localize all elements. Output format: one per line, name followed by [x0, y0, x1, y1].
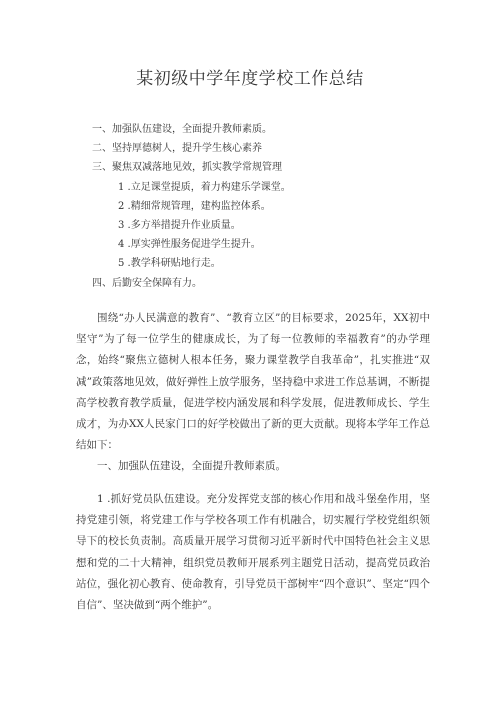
toc-item: 二、坚持厚德树人，提升学生核心素养 [92, 143, 262, 155]
toc-subitem: 4 .厚实弹性服务促进学生提升。 [118, 239, 261, 251]
toc-item: 四、后勤安全保障有力。 [92, 277, 202, 289]
toc-item: 一、加强队伍建设，全面提升教师素质。 [92, 124, 272, 135]
toc-subitem: 2 .精细常规管理，建构监控体系。 [118, 200, 271, 212]
section-paragraph: 1 .抓好党员队伍建设。充分发挥党支部的核心作用和战斗堡垒作用，坚持党建引领，将党建工作与学校各项工作有机融合，切实履行学校党组织领导下的校长负责制。高质量开展学习贯彻习近平新时代中国特色社会主义思想和党的二十大精神，组织党员教师开展系列主题党日活动，提高党员政治站位，强化初心教育、使命教育，引导党员干部树牢“四个意识”、坚定“四个自信”、坚决做到“两个维护”。 [76, 493, 430, 612]
section-heading: 一、加强队伍建设，全面提升教师素质。 [97, 460, 286, 472]
table-of-contents [92, 120, 422, 293]
toc-subitem: 5 .教学科研贴地行走。 [118, 258, 221, 270]
intro-paragraph: 围绕“办人民满意的教育”、“教育立区”的目标要求，2025年，XX初中坚守”为了每一位学生的健康成长，为了每一位教师的幸福教育”的办学理念，始终“聚焦立德树人根本任务，聚力课堂教学自我革命”，扎实推进“双减”政策落地见效，做好弹性上放学服务，坚持稳中求进工作总基调，不断提高学校教育教学质量，促进学校内涵发展和科学发展，促进教师成长、学生成才，为办XX人民家门口的好学校做出了新的更大贡献。现将本学年工作总结如下： [76, 312, 430, 452]
document-title: 某初级中学年度学校工作总结 [136, 69, 364, 89]
toc-subitem: 1 .立足课堂提质，着力构建乐学课堂。 [118, 181, 291, 193]
toc-item: 三、聚焦双减落地见效，抓实教学常规管理 [92, 162, 282, 174]
toc-subitem: 3 .多方举措提升作业质量。 [118, 220, 241, 232]
